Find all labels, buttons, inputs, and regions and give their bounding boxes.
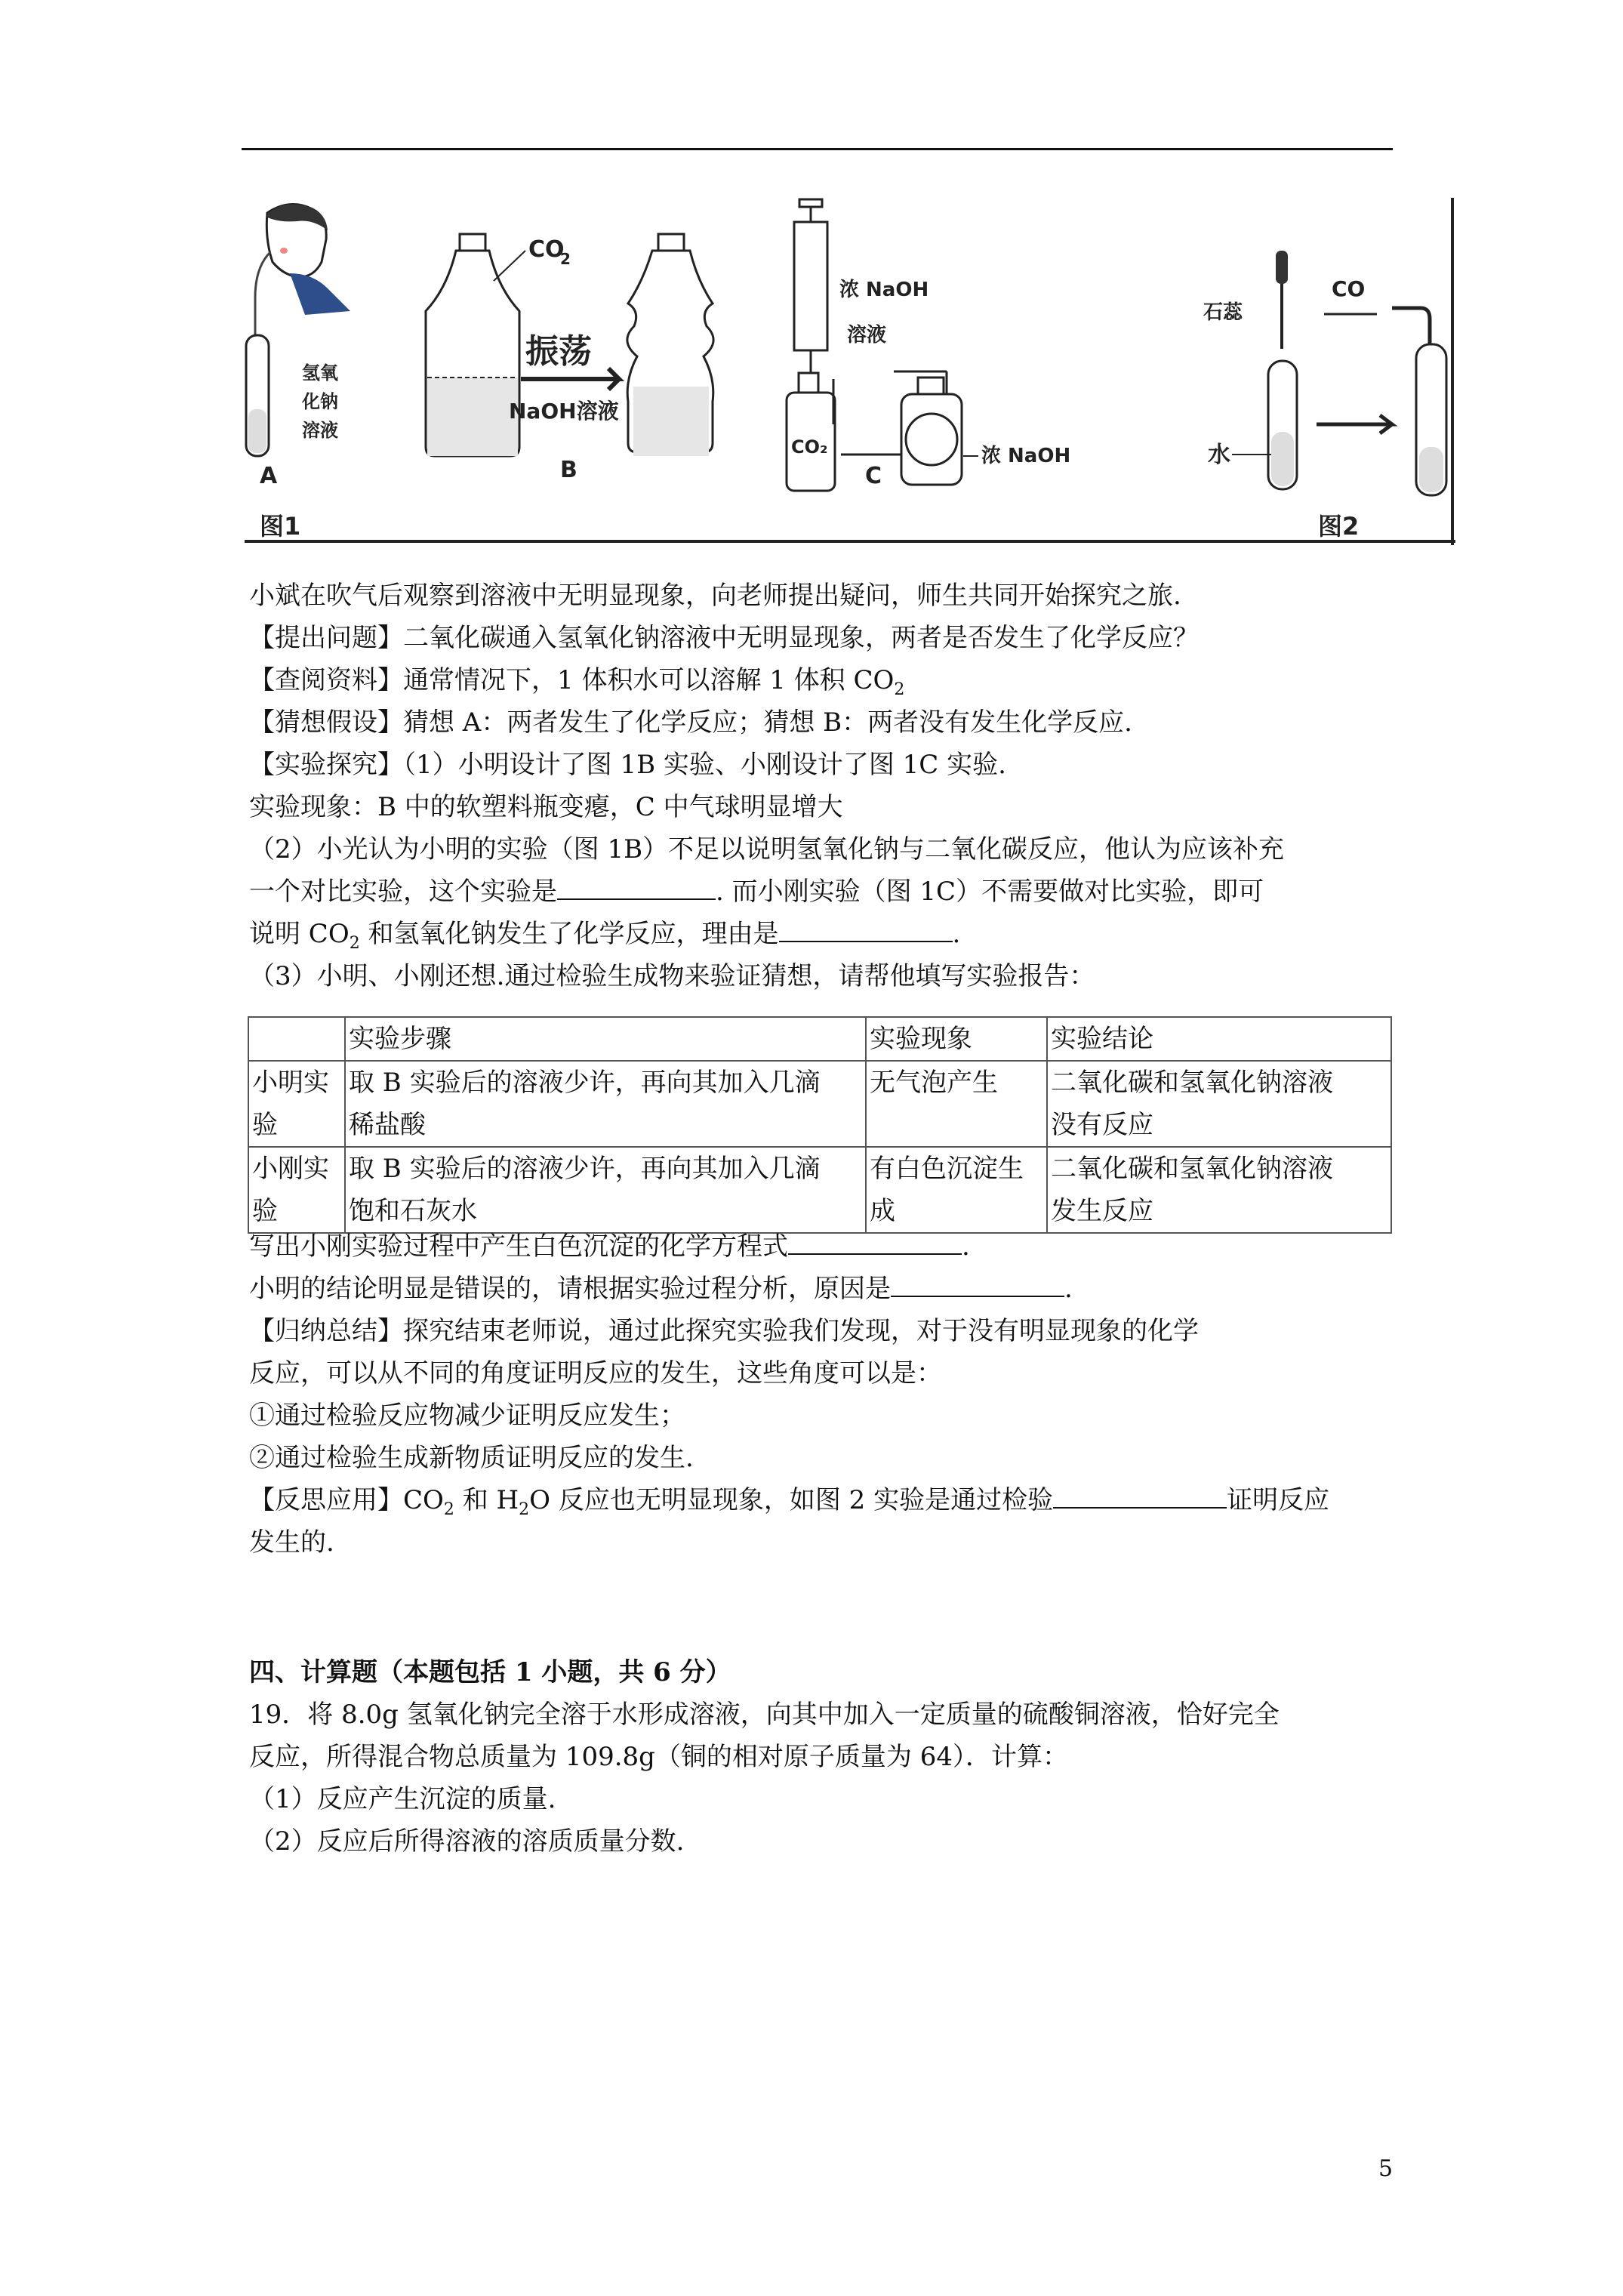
answer-blank-5[interactable]	[1053, 1481, 1227, 1509]
table-header-conclusion: 实验结论	[1047, 1017, 1391, 1061]
section-title: 四、计算题（本题包括 1 小题，共 6 分）	[249, 1657, 731, 1687]
question-19-part-2: （2）反应后所得溶液的溶质质量分数.	[249, 1826, 685, 1857]
shake-label: 振荡	[525, 332, 592, 371]
experiment-line: 【实验探究】（1）小明设计了图 1B 实验、小刚设计了图 1C 实验.	[249, 750, 1006, 780]
question-line: 【提出问题】二氧化碳通入氢氧化钠溶液中无明显现象，两者是否发生了化学反应？	[249, 623, 1199, 653]
experiment-figure	[245, 198, 1455, 545]
co2-top-label: CO	[1332, 276, 1366, 301]
paragraph-intro: 小斌在吹气后观察到溶液中无明显现象，向老师提出疑问，师生共同开始探究之旅.	[249, 581, 1181, 611]
syringe-icon	[794, 199, 827, 402]
tube-text-1: 氢氧	[302, 362, 338, 384]
reason-line: 小明的结论明显是错误的，请根据实验过程分析，原因是 .	[249, 1270, 1073, 1308]
fig1-caption: 图1	[260, 512, 301, 541]
table-header-row	[248, 1017, 1391, 1061]
page-number: 5	[1378, 2156, 1394, 2182]
reference-line: 【查阅资料】通常情况下，1 体积水可以溶解 1 体积 $CO_2$	[249, 665, 905, 699]
bottle-after-icon	[627, 234, 713, 456]
answer-blank-4[interactable]	[891, 1270, 1064, 1297]
delivery-tube-icon	[1392, 308, 1446, 495]
table-cell-observation: 无气泡产生	[866, 1061, 1047, 1147]
table-header-empty	[248, 1017, 345, 1061]
water-label: 水	[1208, 442, 1230, 468]
summary-line-2: 反应，可以从不同的角度证明反应的发生，这些角度可以是：	[249, 1358, 942, 1388]
label-b: B	[560, 457, 577, 483]
equation-line: 写出小刚实验过程中产生白色沉淀的化学方程式 .	[249, 1228, 970, 1265]
header-rule	[242, 148, 1393, 150]
experiment-report-table	[248, 1016, 1392, 1234]
table-cell-observation: 有白色沉淀生 成	[866, 1147, 1047, 1233]
shake-arrow	[521, 368, 619, 390]
question-19-line-2: 反应，所得混合物总质量为 109.8g（铜的相对原子质量为 64）．计算：	[249, 1742, 1068, 1772]
summary-point-1: ①通过检验反应物减少证明反应发生；	[249, 1401, 685, 1431]
co2-flask-icon	[787, 373, 835, 491]
table-cell-step: 取 B 实验后的溶液少许，再向其加入几滴 饱和石灰水	[345, 1147, 866, 1233]
table-row	[248, 1061, 1391, 1147]
test-tube-icon	[246, 335, 269, 456]
fig2-caption: 图2	[1318, 512, 1360, 541]
co2-label: CO	[528, 236, 565, 263]
naoh-label: NaOH溶液	[509, 399, 619, 424]
summary-point-2: ②通过检验生成新物质证明反应的发生.	[249, 1443, 694, 1473]
answer-blank-2[interactable]	[779, 915, 953, 942]
table-cell-name: 小刚实 验	[248, 1147, 345, 1233]
test-tube-water-icon	[1268, 361, 1297, 489]
part2-line-3: 说明 $CO_2$ 和氢氧化钠发生了化学反应，理由是 .	[249, 915, 960, 963]
tube-text-3: 溶液	[302, 420, 338, 441]
answer-blank-3[interactable]	[788, 1228, 962, 1255]
table-header-steps: 实验步骤	[345, 1017, 866, 1061]
table-cell-step: 取 B 实验后的溶液少许，再向其加入几滴 稀盐酸	[345, 1061, 866, 1147]
answer-blank-1[interactable]	[557, 873, 716, 900]
hypothesis-line: 【猜想假设】猜想 A：两者发生了化学反应；猜想 B：两者没有发生化学反应.	[249, 707, 1132, 738]
reflection-line-1: 【反思应用】$CO_2$ 和 $H_2O$ 反应也无明显现象，如图 2 实验是通过检验 证明反应	[249, 1481, 1329, 1529]
table-cell-name: 小明实 验	[248, 1061, 345, 1147]
label-a: A	[260, 463, 278, 489]
table-header-phenomenon: 实验现象	[866, 1017, 1047, 1061]
phenomenon-line: 实验现象：B 中的软塑料瓶变瘪，C 中气球明显增大	[249, 792, 843, 822]
arrow-fig2	[1317, 415, 1392, 433]
conc-naoh-label: 浓 NaOH	[839, 279, 929, 301]
person-icon	[266, 205, 350, 315]
tube-text-2: 化钠	[302, 391, 338, 412]
table-cell-conclusion: 二氧化碳和氢氧化钠溶液 没有反应	[1047, 1061, 1391, 1147]
reflection-line-2: 发生的.	[249, 1527, 334, 1558]
part3-line: （3）小明、小刚还想.通过检验生成物来验证猜想，请帮他填写实验报告：	[249, 961, 1095, 991]
bottle-before-icon	[426, 234, 519, 456]
conc-naoh-solution: 溶液	[847, 324, 887, 347]
co2-flask-label: CO₂	[791, 436, 828, 458]
balloon-flask-icon	[894, 371, 962, 485]
litmus-label: 石蕊	[1203, 301, 1243, 324]
label-c: C	[865, 463, 882, 489]
table-cell-conclusion: 二氧化碳和氢氧化钠溶液 发生反应	[1047, 1147, 1391, 1233]
question-19-part-1: （1）反应产生沉淀的质量.	[249, 1784, 556, 1814]
co2-sub: 2	[560, 250, 571, 268]
dropper-icon	[1276, 251, 1288, 349]
part2-line-1: （2）小光认为小明的实验（图 1B）不足以说明氢氧化钠与二氧化碳反应，他认为应该补充	[249, 834, 1285, 864]
summary-line-1: 【归纳总结】探究结束老师说，通过此探究实验我们发现，对于没有明显现象的化学	[249, 1316, 1199, 1346]
table-row	[248, 1147, 1391, 1233]
conc-naoh-bottom: 浓 NaOH	[981, 445, 1071, 467]
question-19-line-1: 19．将 8.0g 氢氧化钠完全溶于水形成溶液，向其中加入一定质量的硫酸铜溶液，恰好完全	[249, 1700, 1280, 1730]
part2-line-2: 一个对比实验，这个实验是 . 而小刚实验（图 1C）不需要做对比实验，即可	[249, 873, 1264, 911]
